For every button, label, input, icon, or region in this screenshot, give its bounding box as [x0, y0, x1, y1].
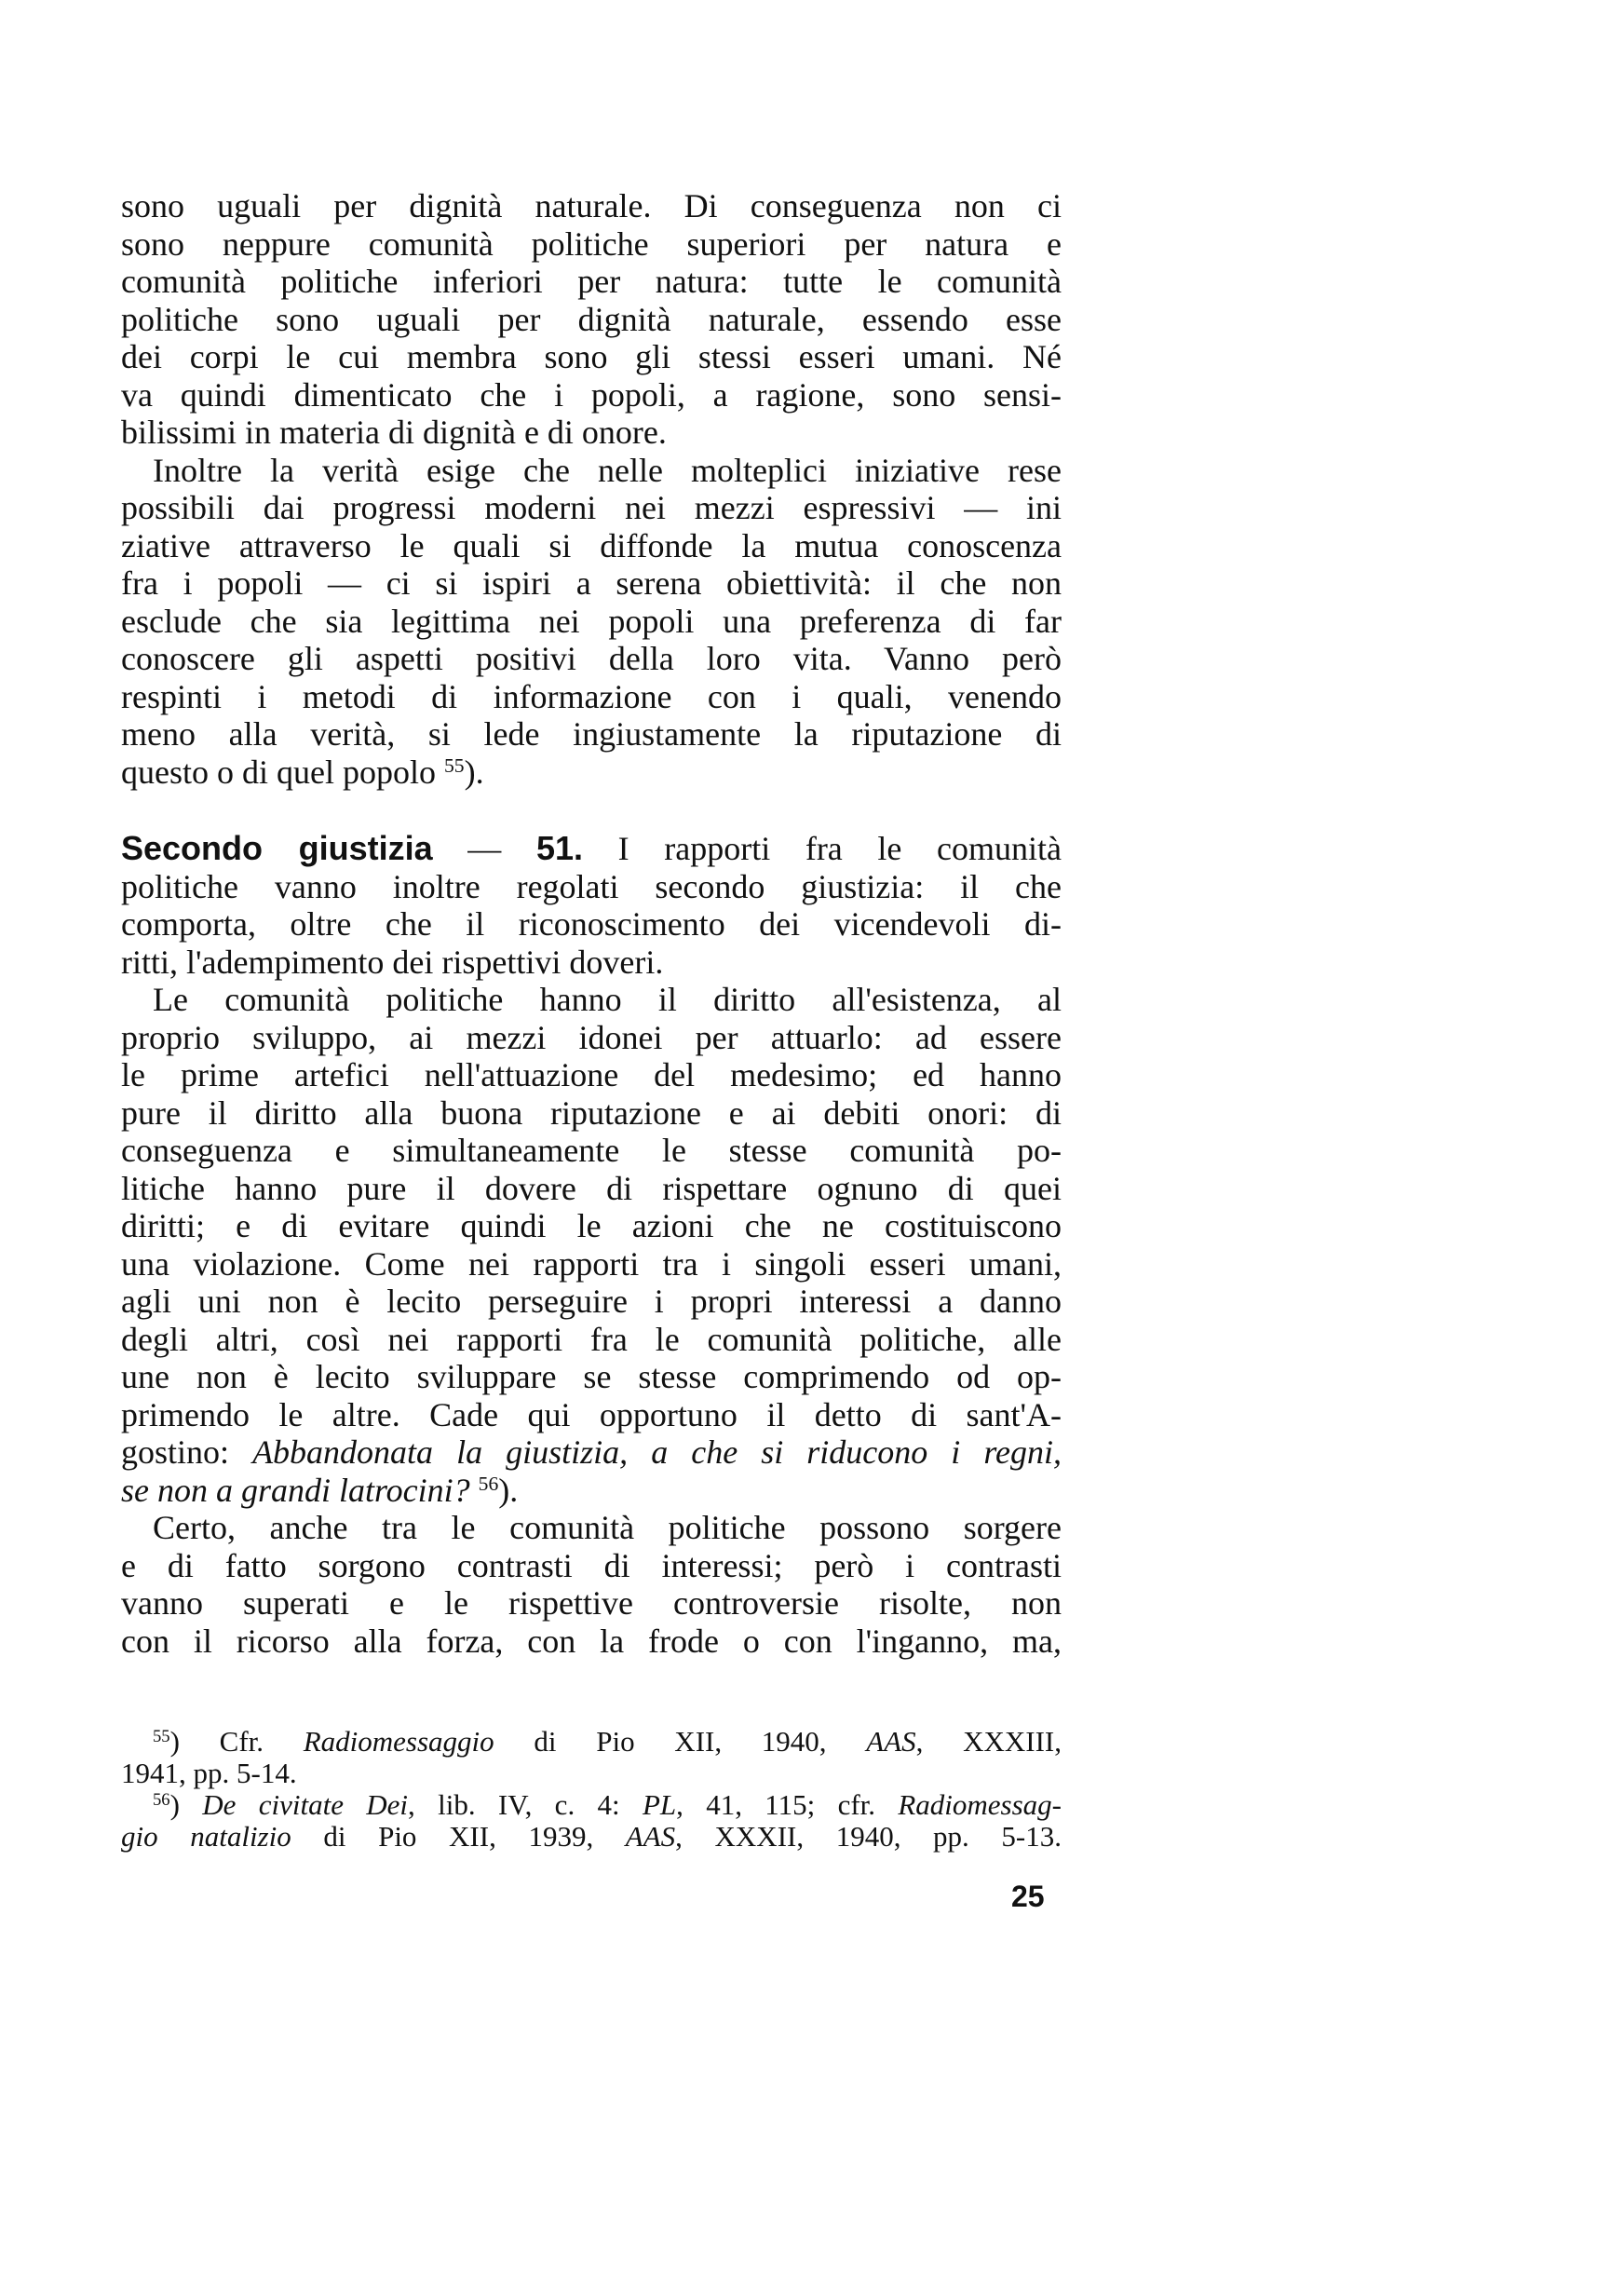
text-line: politiche sono uguali per dignità naturale, essendo esse [121, 300, 1062, 338]
text-line: con il ricorso alla forza, con la frode o con l'inganno, ma, [121, 1622, 1062, 1660]
text-fragment: ) Cfr. [169, 1725, 304, 1758]
text-line: Le comunità politiche hanno il diritto all'esistenza, al [153, 981, 1062, 1018]
citation-title: gio natalizio [121, 1820, 291, 1853]
text-line: Inoltre la verità esige che nelle molteplici iniziative rese [153, 451, 1062, 489]
section-number: 51. [535, 829, 583, 867]
citation-title: Radiomessaggio [303, 1725, 494, 1758]
augustine-quote: Abbandonata la giustizia, a che si riducono i regni, [252, 1433, 1062, 1471]
text-fragment: gostino: [121, 1433, 253, 1471]
text-line: ziative attraverso le quali si diffonde la mutua conoscenza [121, 526, 1062, 564]
text-line: fra i popoli — ci si ispiri a serena obiettività: il che non [121, 564, 1062, 602]
text-line: diritti; e di evitare quindi le azioni che ne costituiscono [121, 1207, 1062, 1244]
text-fragment: I rapporti fra le comunità [582, 830, 1062, 867]
text-line: va quindi dimenticato che i popoli, a ragione, sono sensi- [121, 375, 1062, 414]
text-line: conseguenza e simultaneamente le stesse comunità po- [121, 1132, 1062, 1169]
text-line: respinti i metodi di informazione con i quali, venendo [121, 677, 1062, 715]
text-line [121, 1472, 1062, 1510]
text-line: esclude che sia legittima nei popoli una preferenza di far [121, 602, 1062, 640]
footnotes [121, 1726, 1062, 1853]
text-fragment: di Pio XII, 1940, [494, 1725, 867, 1758]
footnote-ref-55: 55 [443, 754, 465, 777]
footnote-55-cont: 1941, pp. 5-14. [121, 1757, 297, 1789]
text-line: degli altri, così nei rapporti fra le comunità politiche, alle [121, 1320, 1062, 1358]
text-line: sono uguali per dignità naturale. Di conseguenza non ci [121, 187, 1062, 224]
text-line [121, 754, 1062, 792]
augustine-quote-end: se non a grandi latrocini? [121, 1471, 470, 1509]
text-fragment: — [432, 830, 536, 867]
text-fragment: , lib. IV, c. 4: [408, 1788, 643, 1821]
text-line: possibili dai progressi moderni nei mezzi espressivi — ini [121, 489, 1062, 526]
text-fragment: questo o di quel popolo [121, 753, 436, 791]
text-fragment: ) [169, 1788, 203, 1821]
footnote-number: 56 [153, 1789, 170, 1810]
text-line: e di fatto sorgono contrasti di interessi; però i contrasti [121, 1546, 1062, 1584]
citation-title: Radiomessag- [898, 1788, 1062, 1821]
text-line: comunità politiche inferiori per natura: tutte le comunità [121, 263, 1062, 300]
citation-journal: AAS [866, 1725, 916, 1758]
footnote-55 [121, 1726, 1062, 1758]
text-line: bilissimi in materia di dignità e di onore. [121, 414, 667, 451]
citation-journal: PL [642, 1788, 677, 1821]
section-heading: Secondo giustizia [121, 829, 433, 867]
page-number: 25 [1011, 1880, 1045, 1913]
text-line: politiche vanno inoltre regolati secondo giustizia: il che [121, 867, 1062, 905]
text-line: una violazione. Come nei rapporti tra i singoli esseri umani, [121, 1244, 1062, 1283]
text-line: Certo, anche tra le comunità politiche possono sorgere [153, 1509, 1062, 1546]
text-fragment: ). [464, 753, 484, 791]
footnote-56-cont [121, 1821, 1062, 1853]
text-line: dei corpi le cui membra sono gli stessi esseri umani. Né [121, 338, 1062, 375]
citation-journal: AAS [625, 1820, 676, 1853]
text-line: proprio sviluppo, ai mezzi idonei per attuarlo: ad essere [121, 1018, 1062, 1056]
text-line: primendo le altre. Cade qui opportuno il detto di sant'A- [121, 1395, 1062, 1433]
footnote-number: 55 [153, 1726, 170, 1746]
text-fragment: , XXXIII, [915, 1725, 1062, 1758]
text-line: conoscere gli aspetti positivi della loro vita. Vanno però [121, 640, 1062, 677]
citation-title: De civitate Dei [202, 1788, 409, 1821]
body-text-top [121, 187, 1062, 791]
footnote-56 [121, 1789, 1062, 1821]
text-line [121, 1433, 1062, 1472]
text-line: vanno superati e le rispettive controversie risolte, non [121, 1584, 1062, 1622]
text-line: le prime artefici nell'attuazione del medesimo; ed hanno [121, 1056, 1062, 1093]
text-line: meno alla verità, si lede ingiustamente la riputazione di [121, 715, 1062, 753]
text-line: une non è lecito sviluppare se stesse comprimendo od op- [121, 1358, 1062, 1395]
text-line: comporta, oltre che il riconoscimento dei vicendevoli di- [121, 905, 1062, 943]
text-fragment: ). [498, 1471, 519, 1509]
text-line: litiche hanno pure il dovere di rispettare ognuno di quei [121, 1169, 1062, 1207]
text-fragment: di Pio XII, 1939, [291, 1820, 626, 1853]
section-heading-line [121, 830, 1062, 868]
text-line: sono neppure comunità politiche superiori per natura e [121, 224, 1062, 263]
body-text-section [121, 830, 1062, 1660]
text-fragment: , XXXII, 1940, pp. 5-13. [675, 1820, 1062, 1853]
text-line: ritti, l'adempimento dei rispettivi doveri. [121, 943, 664, 981]
text-line: pure il diritto alla buona riputazione e ai debiti onori: di [121, 1093, 1062, 1132]
text-fragment: , 41, 115; cfr. [676, 1788, 899, 1821]
footnote-ref-56: 56 [478, 1472, 499, 1495]
text-line: agli uni non è lecito perseguire i propri interessi a danno [121, 1283, 1062, 1320]
